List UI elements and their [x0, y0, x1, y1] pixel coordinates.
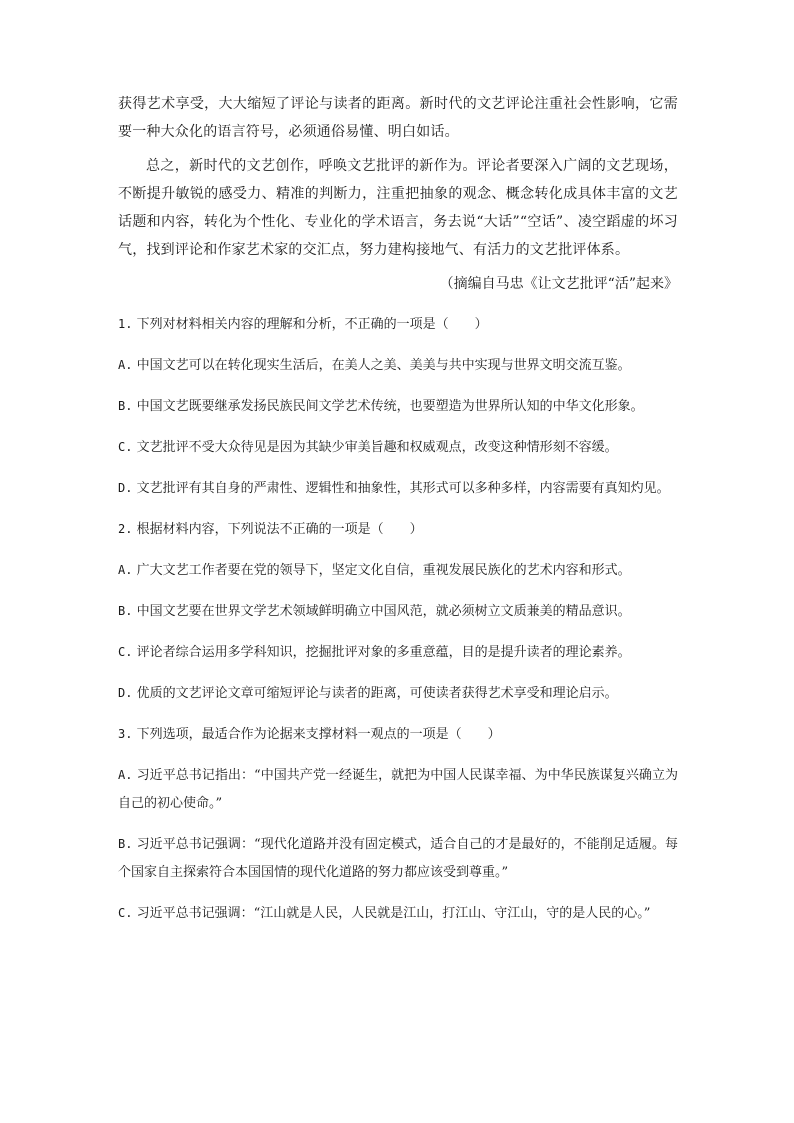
option-d: [118, 474, 678, 503]
question-3: [118, 720, 678, 928]
question-2: [118, 515, 678, 708]
option-label: B.: [118, 604, 133, 618]
option-c: [118, 433, 678, 462]
option-label: D.: [118, 686, 133, 700]
question-text: 下列选项，最适合作为论据来支撑材料一观点的一项是（ ）: [136, 727, 501, 742]
option-label: A.: [118, 358, 133, 372]
option-label: C.: [118, 645, 133, 659]
option-c: [118, 899, 678, 928]
option-label: C.: [118, 906, 133, 920]
option-b: [118, 597, 678, 626]
question-number: 3.: [118, 727, 133, 741]
option-text: 优质的文艺评论文章可缩短评论与读者的距离，可使读者获得艺术享受和理论启示。: [136, 686, 618, 701]
option-a: [118, 351, 678, 380]
option-label: D.: [118, 481, 133, 495]
option-c: [118, 638, 678, 667]
question-stem: [118, 310, 678, 339]
passage-source: （摘编自马忠《让文艺批评“活”起来》: [439, 276, 678, 292]
question-number: 2.: [118, 522, 133, 536]
option-b: [118, 392, 678, 421]
question-text: 下列对材料相关内容的理解和分析，不正确的一项是（ ）: [136, 317, 488, 332]
document-page: [118, 90, 678, 940]
question-stem: [118, 720, 678, 749]
option-text: 习近平总书记强调：“江山就是人民，人民就是江山，打江山、守江山，守的是人民的心。”: [136, 906, 651, 921]
option-text: 评论者综合运用多学科知识，挖掘批评对象的多重意蕴，目的是提升读者的理论素养。: [136, 645, 631, 660]
option-text: 习近平总书记强调：“现代化道路并没有固定模式，适合自己的才是最好的，不能削足适履。每个国家自主探索符合本国国情的现代化道路的努力都应该受到尊重。”: [118, 837, 678, 880]
option-text: 中国文艺可以在转化现实生活后，在美人之美、美美与共中实现与世界文明交流互鉴。: [136, 358, 631, 373]
option-text: 文艺批评有其自身的严肃性、逻辑性和抽象性，其形式可以多种多样，内容需要有真知灼见。: [136, 481, 670, 496]
question-number: 1.: [118, 317, 133, 331]
option-text: 文艺批评不受大众待见是因为其缺少审美旨趣和权威观点，改变这种情形刻不容缓。: [136, 440, 618, 455]
question-1: [118, 310, 678, 503]
option-text: 中国文艺既要继承发扬民族民间文学艺术传统，也要塑造为世界所认知的中华文化形象。: [136, 399, 644, 414]
option-text: 习近平总书记指出：“中国共产党一经诞生，就把为中国人民谋幸福、为中华民族谋复兴确立为自己的初心使命。”: [118, 768, 678, 811]
question-stem: [118, 515, 678, 544]
option-d: [118, 679, 678, 708]
option-a: [118, 761, 678, 818]
option-label: B.: [118, 837, 133, 851]
option-text: 广大文艺工作者要在党的领导下，坚定文化自信，重视发展民族化的艺术内容和形式。: [136, 563, 631, 578]
option-text: 中国文艺要在世界文学艺术领域鲜明确立中国风范，就必须树立文质兼美的精品意识。: [136, 604, 631, 619]
option-label: A.: [118, 563, 133, 577]
passage-paragraph-2: 总之，新时代的文艺创作，呼唤文艺批评的新作为。评论者要深入广阔的文艺现场，不断提升敏锐的感受力、精准的判断力，注重把抽象的观念、概念转化成具体丰富的文艺话题和内容，转化为个性化、专业化的学术语言，务去说“大话”“空话”、凌空蹈虚的坏习气，找到评论和作家艺术家的交汇点，努力建构接地气、有活力的文艺批评体系。: [118, 158, 678, 258]
option-label: C.: [118, 440, 133, 454]
passage-paragraph-1: 获得艺术享受，大大缩短了评论与读者的距离。新时代的文艺评论注重社会性影响，它需要一种大众化的语言符号，必须通俗易懂、明白如话。: [118, 96, 678, 140]
option-a: [118, 556, 678, 585]
question-text: 根据材料内容，下列说法不正确的一项是（ ）: [136, 522, 423, 537]
option-label: A.: [118, 768, 133, 782]
option-label: B.: [118, 399, 133, 413]
option-b: [118, 830, 678, 887]
